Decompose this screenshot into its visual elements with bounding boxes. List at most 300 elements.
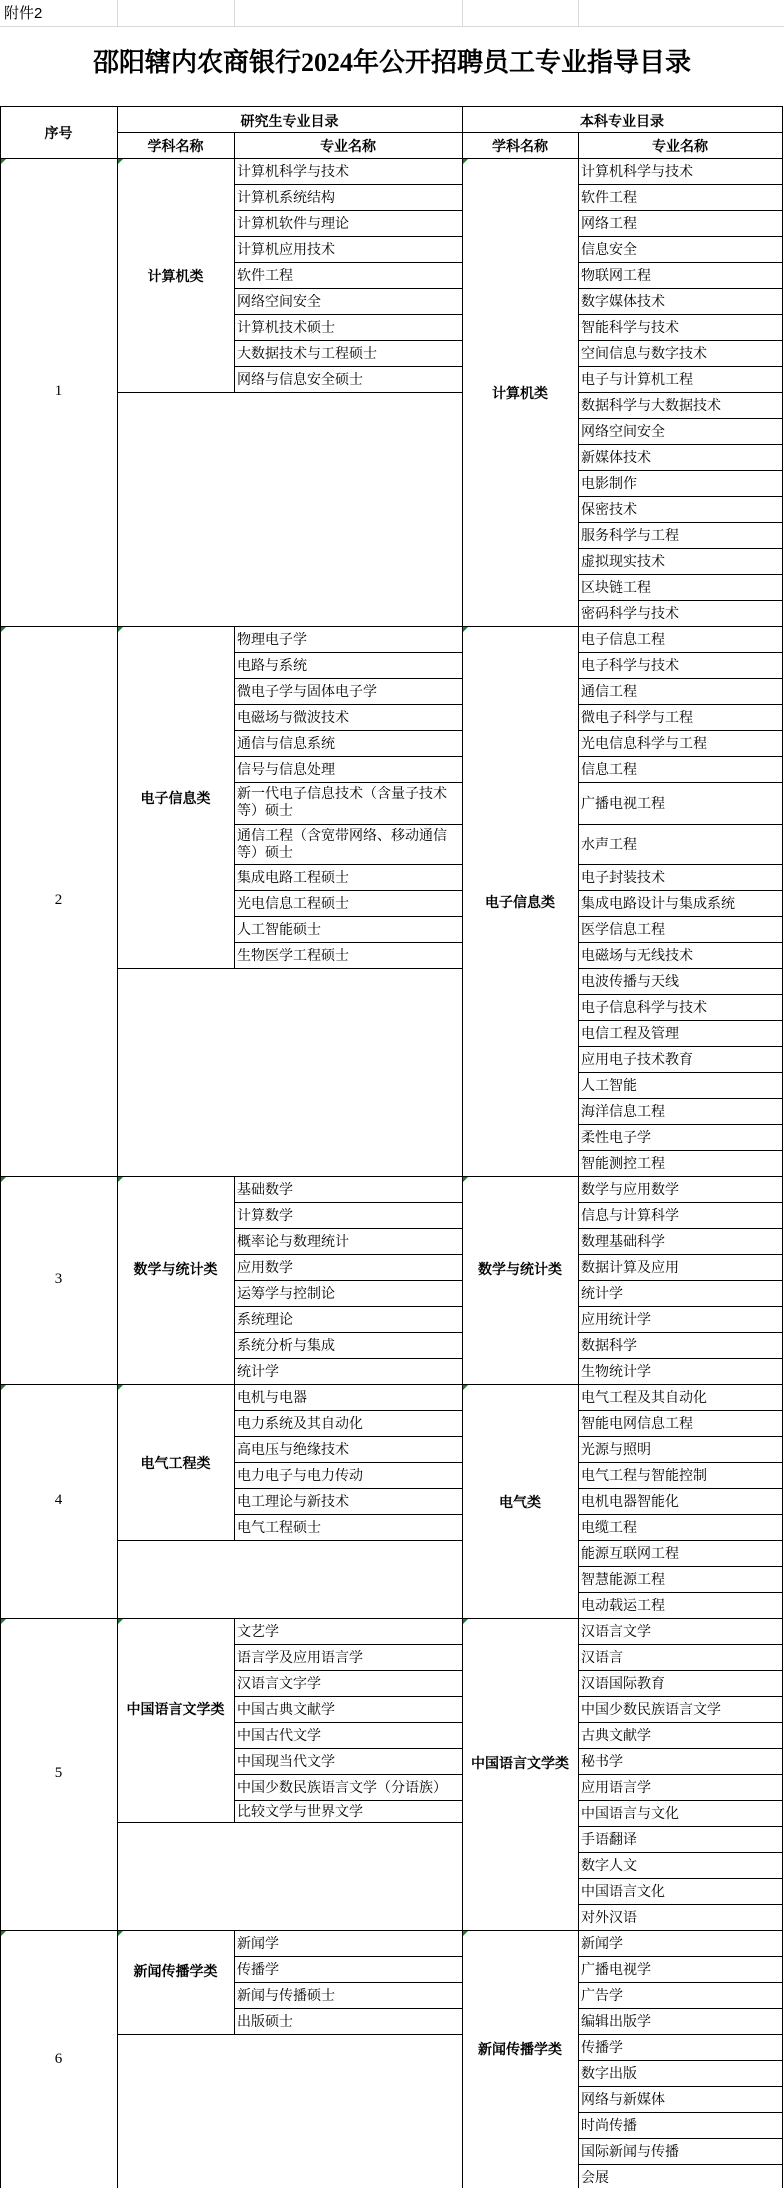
cell-comment-marker [118, 1177, 123, 1182]
border-line [578, 1904, 783, 1905]
grad-subject-name: 计算机类 [147, 268, 204, 284]
border-line [578, 2112, 783, 2113]
ug-major-item: 电机电器智能化 [581, 1493, 679, 1509]
grad-major-item: 高电压与绝缘技术 [237, 1442, 349, 1457]
ug-major-item: 电气工程及其自动化 [581, 1389, 707, 1405]
border-line [234, 158, 235, 393]
border-line [117, 132, 783, 133]
border-line [578, 626, 579, 1177]
cell-comment-marker [463, 1619, 468, 1624]
border-line [0, 158, 1, 627]
border-line [0, 106, 1, 159]
grad-major-item: 计算机软件与理论 [237, 216, 349, 231]
border-line [234, 1332, 463, 1333]
ug-major-item: 电子与计算机工程 [581, 371, 693, 387]
border-line [234, 1696, 463, 1697]
border-line [0, 626, 1, 1177]
border-line [117, 106, 118, 159]
grad-major-item: 电力系统及其自动化 [237, 1416, 363, 1431]
grad-major-item: 通信工程（含宽带网络、移动通信等）硕士 [237, 827, 447, 860]
border-line [234, 1280, 463, 1281]
border-line [578, 756, 783, 757]
ug-major-item: 通信工程 [581, 683, 637, 699]
border-line [578, 1046, 783, 1047]
border-line [234, 968, 463, 969]
border-line [578, 210, 783, 211]
border-line [578, 1696, 783, 1697]
border-line [578, 824, 783, 825]
grad-major-item: 概率论与数理统计 [237, 1234, 349, 1249]
border-line [234, 890, 463, 891]
border-line [0, 1618, 1, 1931]
border-line [578, 262, 783, 263]
ug-major-item: 汉语言文学 [581, 1623, 651, 1639]
border-line [234, 1514, 463, 1515]
border-line [117, 158, 118, 627]
ug-major-item: 数学与应用数学 [581, 1181, 679, 1197]
border-line [234, 132, 235, 159]
border-line [234, 184, 463, 185]
grad-major-item: 计算数学 [237, 1208, 293, 1223]
border-line [578, 1176, 579, 1385]
ug-major-item: 统计学 [581, 1285, 623, 1301]
ug-major-item: 中国少数民族语言文学 [581, 1701, 721, 1717]
ug-major-item: 水声工程 [581, 836, 637, 852]
border-line [234, 864, 463, 865]
border-line [782, 106, 783, 159]
border-line [578, 1930, 579, 2188]
border-line [578, 1462, 783, 1463]
border-line [117, 1384, 118, 1619]
border-line [234, 1774, 463, 1775]
ug-major-item: 区块链工程 [581, 579, 651, 595]
border-line [782, 1176, 783, 1385]
grad-subject-name: 电气工程类 [140, 1455, 211, 1471]
row-seq-number: 3 [54, 1271, 63, 1287]
border-line [234, 1384, 235, 1541]
border-line [234, 236, 463, 237]
ug-major-item: 汉语言 [581, 1649, 623, 1665]
ug-major-item: 应用语言学 [581, 1779, 651, 1795]
border-line [578, 444, 783, 445]
grad-major-item: 文艺学 [237, 1624, 279, 1639]
border-line [462, 1176, 463, 1385]
ug-major-item: 智能电网信息工程 [581, 1415, 693, 1431]
header-grad-major: 专业名称 [320, 138, 376, 154]
grad-major-item: 信号与信息处理 [237, 762, 335, 777]
border-line [578, 652, 783, 653]
border-line [578, 1228, 783, 1229]
border-line [578, 1800, 783, 1801]
border-line [234, 1618, 235, 1823]
border-line [117, 1930, 118, 2188]
border-line [578, 418, 783, 419]
ug-major-item: 微电子科学与工程 [581, 709, 693, 725]
ug-major-item: 网络工程 [581, 215, 637, 231]
border-line [578, 994, 783, 995]
border-line [578, 314, 783, 315]
ug-major-item: 虚拟现实技术 [581, 553, 665, 569]
ug-major-item: 秘书学 [581, 1753, 623, 1769]
cell-comment-marker [463, 159, 468, 164]
border-line [782, 1384, 783, 1619]
ug-major-item: 广播电视工程 [581, 795, 665, 811]
cell-comment-marker [463, 1177, 468, 1182]
grad-major-item: 电机与电器 [237, 1390, 307, 1405]
cell-comment-marker [1, 1385, 6, 1390]
border-line [462, 626, 463, 1177]
ug-major-item: 数字人文 [581, 1857, 637, 1873]
cell-comment-marker [463, 627, 468, 632]
grad-major-item: 微电子学与固体电子学 [237, 684, 377, 699]
sheet-gridline [0, 26, 784, 27]
grad-major-item: 汉语言文字学 [237, 1676, 321, 1691]
border-line [234, 652, 463, 653]
border-line [462, 158, 463, 627]
ug-major-item: 中国语言与文化 [581, 1805, 679, 1821]
ug-major-item: 电子信息科学与技术 [581, 999, 707, 1015]
ug-major-item: 电子科学与技术 [581, 657, 679, 673]
border-line [578, 2060, 783, 2061]
border-line [578, 2138, 783, 2139]
border-line [234, 1644, 463, 1645]
ug-major-item: 能源互联网工程 [581, 1545, 679, 1561]
border-line [117, 2034, 235, 2035]
border-line [578, 942, 783, 943]
border-line [117, 968, 235, 969]
header-grad-subject: 学科名称 [147, 138, 204, 154]
ug-major-item: 数字出版 [581, 2065, 637, 2081]
border-line [234, 288, 463, 289]
border-line [117, 1540, 235, 1541]
grad-major-item: 统计学 [237, 1364, 279, 1379]
grad-major-item: 计算机科学与技术 [237, 164, 349, 179]
border-line [578, 1150, 783, 1151]
border-line [578, 782, 783, 783]
ug-subject-name: 中国语言文学类 [471, 1755, 569, 1771]
border-line [234, 1956, 463, 1957]
ug-major-item: 数理基础科学 [581, 1233, 665, 1249]
ug-major-item: 广播电视学 [581, 1961, 651, 1977]
border-line [234, 730, 463, 731]
header-undergraduate-catalog: 本科专业目录 [580, 113, 664, 129]
ug-major-item: 保密技术 [581, 501, 637, 517]
cell-comment-marker [1, 627, 6, 632]
ug-subject-name: 电子信息类 [485, 894, 555, 910]
border-line [578, 1852, 783, 1853]
ug-major-item: 智能测控工程 [581, 1155, 665, 1171]
border-line [578, 1436, 783, 1437]
border-line [578, 2164, 783, 2165]
ug-major-item: 对外汉语 [581, 1909, 637, 1925]
border-line [578, 1488, 783, 1489]
grad-subject-name: 电子信息类 [140, 790, 211, 806]
grad-major-item: 新一代电子信息技术（含量子技术等）硕士 [237, 785, 447, 818]
grad-major-item: 新闻与传播硕士 [237, 1988, 335, 2003]
cell-comment-marker [118, 1385, 123, 1390]
grad-major-item: 计算机技术硕士 [237, 320, 335, 335]
border-line [117, 1822, 235, 1823]
grad-major-item: 系统理论 [237, 1312, 293, 1327]
row-seq-number: 6 [54, 2051, 63, 2067]
border-line [578, 1826, 783, 1827]
header-ug-subject: 学科名称 [492, 138, 548, 154]
page-title: 邵阳辖内农商银行2024年公开招聘员工专业指导目录 [92, 48, 691, 77]
ug-major-item: 生物统计学 [581, 1363, 651, 1379]
ug-major-item: 数据科学与大数据技术 [581, 397, 721, 413]
ug-major-item: 中国语言文化 [581, 1883, 665, 1899]
ug-major-item: 物联网工程 [581, 267, 651, 283]
border-line [578, 496, 783, 497]
ug-major-item: 数据科学 [581, 1337, 637, 1353]
grad-major-item: 软件工程 [237, 268, 293, 283]
border-line [234, 1462, 463, 1463]
border-line [234, 756, 463, 757]
border-line [234, 1254, 463, 1255]
cell-comment-marker [463, 1385, 468, 1390]
border-line [578, 1982, 783, 1983]
ug-major-item: 电磁场与无线技术 [581, 947, 693, 963]
ug-major-item: 电信工程及管理 [581, 1025, 679, 1041]
border-line [578, 968, 783, 969]
ug-major-item: 智慧能源工程 [581, 1571, 665, 1587]
border-line [578, 2034, 783, 2035]
border-line [234, 942, 463, 943]
border-line [782, 1618, 783, 1931]
border-line [234, 1982, 463, 1983]
grad-major-item: 物理电子学 [237, 632, 307, 647]
ug-major-item: 汉语国际教育 [581, 1675, 665, 1691]
border-line [234, 1748, 463, 1749]
grad-major-item: 电工理论与新技术 [237, 1494, 349, 1509]
grad-major-item: 网络与信息安全硕士 [237, 372, 363, 387]
ug-major-item: 数据计算及应用 [581, 1259, 679, 1275]
border-line [578, 522, 783, 523]
border-line [234, 1176, 235, 1385]
ug-major-item: 电子信息工程 [581, 631, 665, 647]
border-line [578, 1254, 783, 1255]
ug-major-item: 古典文献学 [581, 1727, 651, 1743]
border-line [234, 1722, 463, 1723]
border-line [234, 1670, 463, 1671]
border-line [578, 1956, 783, 1957]
border-line [117, 392, 235, 393]
border-line [578, 470, 783, 471]
grad-major-item: 系统分析与集成 [237, 1338, 335, 1353]
cell-comment-marker [1, 1931, 6, 1936]
border-line [578, 1748, 783, 1749]
ug-major-item: 应用电子技术教育 [581, 1051, 693, 1067]
ug-major-item: 新闻学 [581, 1935, 623, 1951]
border-line [234, 916, 463, 917]
ug-major-item: 智能科学与技术 [581, 319, 679, 335]
ug-major-item: 新媒体技术 [581, 449, 651, 465]
grad-major-item: 中国现当代文学 [237, 1754, 335, 1769]
border-line [578, 366, 783, 367]
grad-major-item: 比较文学与世界文学 [237, 1804, 363, 1819]
ug-subject-name: 数学与统计类 [478, 1261, 562, 1277]
sheet-gridline [117, 0, 118, 26]
ug-major-item: 软件工程 [581, 189, 637, 205]
grad-major-item: 电气工程硕士 [237, 1520, 321, 1535]
ug-subject-name: 电气类 [499, 1494, 541, 1510]
border-line [578, 1618, 579, 1931]
grad-major-item: 新闻学 [237, 1936, 279, 1951]
border-line [234, 1202, 463, 1203]
ug-major-item: 数字媒体技术 [581, 293, 665, 309]
row-seq-number: 4 [54, 1492, 63, 1508]
ug-major-item: 空间信息与数字技术 [581, 345, 707, 361]
border-line [578, 392, 783, 393]
border-line [578, 1670, 783, 1671]
border-line [578, 1072, 783, 1073]
border-line [234, 1930, 235, 2035]
border-line [117, 1176, 118, 1385]
border-line [462, 1384, 463, 1619]
border-line [234, 1540, 463, 1541]
border-line [578, 1306, 783, 1307]
grad-major-item: 运筹学与控制论 [237, 1286, 335, 1301]
grad-subject-name: 中国语言文学类 [126, 1701, 225, 1717]
border-line [782, 1930, 783, 2188]
grad-major-item: 光电信息工程硕士 [237, 896, 349, 911]
border-line [578, 1384, 579, 1619]
row-seq-number: 1 [54, 383, 63, 399]
ug-major-item: 电缆工程 [581, 1519, 637, 1535]
grad-major-item: 出版硕士 [237, 2014, 293, 2029]
grad-major-item: 应用数学 [237, 1260, 293, 1275]
ug-major-item: 海洋信息工程 [581, 1103, 665, 1119]
header-ug-major: 专业名称 [652, 138, 708, 154]
border-line [578, 1592, 783, 1593]
grad-subject-name: 数学与统计类 [133, 1261, 218, 1277]
ug-major-item: 电波传播与天线 [581, 973, 679, 989]
border-line [462, 1618, 463, 1931]
grad-subject-name: 新闻传播学类 [133, 1963, 218, 1979]
ug-subject-name: 新闻传播学类 [478, 2041, 562, 2057]
border-line [234, 1410, 463, 1411]
border-line [578, 184, 783, 185]
cell-comment-marker [118, 1931, 123, 1936]
border-line [234, 704, 463, 705]
border-line [234, 366, 463, 367]
border-line [234, 1488, 463, 1489]
border-line [234, 262, 463, 263]
border-line [578, 158, 579, 627]
border-line [782, 158, 783, 627]
border-line [578, 1124, 783, 1125]
border-line [578, 1280, 783, 1281]
border-line [578, 1202, 783, 1203]
grad-major-item: 电力电子与电力传动 [237, 1468, 363, 1483]
cell-comment-marker [118, 159, 123, 164]
ug-major-item: 服务科学与工程 [581, 527, 679, 543]
border-line [234, 626, 235, 969]
ug-major-item: 电动载运工程 [581, 1597, 665, 1613]
ug-major-item: 电子封装技术 [581, 869, 665, 885]
border-line [0, 1176, 1, 1385]
header-seq: 序号 [44, 125, 73, 141]
attachment-label: 附件2 [4, 5, 43, 22]
border-line [578, 1566, 783, 1567]
border-line [578, 132, 579, 159]
border-line [578, 1020, 783, 1021]
row-seq-number: 2 [54, 892, 63, 908]
ug-major-item: 传播学 [581, 2039, 623, 2055]
grad-major-item: 电磁场与微波技术 [237, 710, 349, 725]
border-line [578, 2086, 783, 2087]
grad-major-item: 计算机应用技术 [237, 242, 335, 257]
grad-major-item: 传播学 [237, 1962, 279, 1977]
border-line [578, 890, 783, 891]
border-line [0, 1930, 1, 2188]
ug-major-item: 信息安全 [581, 241, 637, 257]
ug-major-item: 信息工程 [581, 761, 637, 777]
grad-major-item: 计算机系统结构 [237, 190, 335, 205]
border-line [578, 574, 783, 575]
grad-major-item: 人工智能硕士 [237, 922, 321, 937]
sheet-gridline [462, 0, 463, 26]
ug-major-item: 编辑出版学 [581, 2013, 651, 2029]
border-line [234, 1228, 463, 1229]
border-line [578, 916, 783, 917]
border-line [462, 106, 463, 159]
border-line [578, 1358, 783, 1359]
border-line [234, 782, 463, 783]
ug-major-item: 人工智能 [581, 1077, 637, 1093]
cell-comment-marker [118, 627, 123, 632]
border-line [117, 1384, 235, 1385]
grad-major-item: 中国古代文学 [237, 1728, 321, 1743]
ug-major-item: 网络空间安全 [581, 423, 665, 439]
grad-major-item: 基础数学 [237, 1182, 293, 1197]
border-line [578, 2008, 783, 2009]
border-line [578, 1514, 783, 1515]
sheet-gridline [234, 0, 235, 26]
cell-comment-marker [118, 1619, 123, 1624]
ug-major-item: 密码科学与技术 [581, 605, 679, 621]
border-line [578, 1098, 783, 1099]
border-line [234, 2008, 463, 2009]
ug-major-item: 光源与照明 [581, 1441, 651, 1457]
ug-major-item: 应用统计学 [581, 1311, 651, 1327]
cell-comment-marker [1, 159, 6, 164]
border-line [234, 2034, 463, 2035]
ug-major-item: 柔性电子学 [581, 1129, 651, 1145]
border-line [578, 678, 783, 679]
sheet-gridline [578, 0, 579, 26]
border-line [0, 1384, 1, 1619]
border-line [578, 600, 783, 601]
grad-major-item: 生物医学工程硕士 [237, 948, 349, 963]
grad-major-item: 语言学及应用语言学 [237, 1650, 363, 1665]
border-line [234, 824, 463, 825]
ug-major-item: 手语翻译 [581, 1831, 637, 1847]
border-line [234, 210, 463, 211]
grad-major-item: 大数据技术与工程硕士 [237, 346, 377, 361]
border-line [234, 1436, 463, 1437]
cell-comment-marker [1, 1177, 6, 1182]
cell-comment-marker [463, 1931, 468, 1936]
border-line [578, 288, 783, 289]
ug-major-item: 国际新闻与传播 [581, 2143, 679, 2159]
border-line [117, 626, 118, 1177]
border-line [234, 1358, 463, 1359]
grad-major-item: 电路与系统 [237, 658, 307, 673]
ug-major-item: 光电信息科学与工程 [581, 735, 707, 751]
ug-major-item: 信息与计算科学 [581, 1207, 679, 1223]
border-line [782, 626, 783, 1177]
